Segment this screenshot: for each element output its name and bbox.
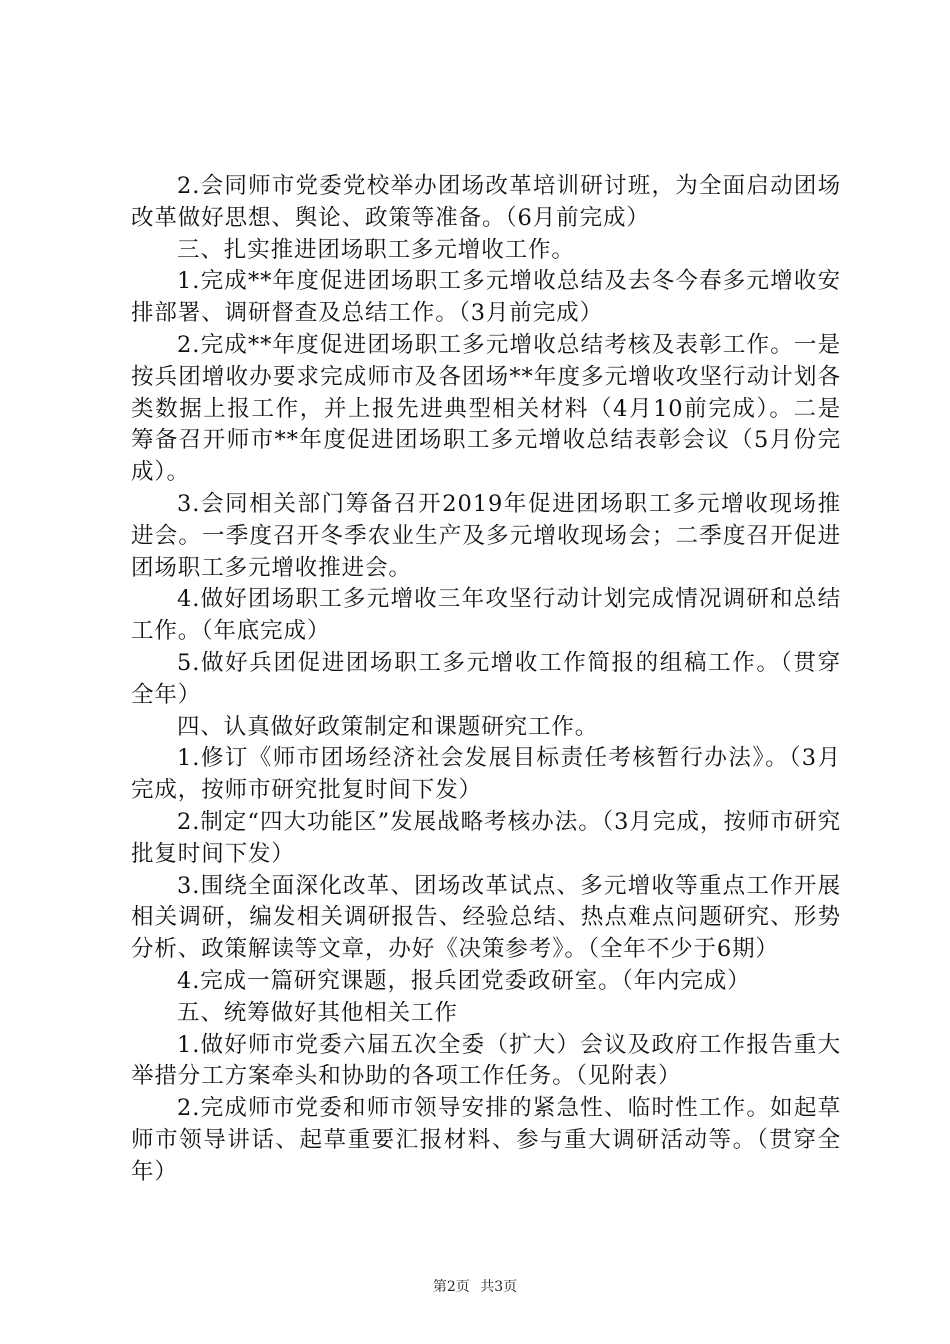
paragraph: 1.完成**年度促进团场职工多元增收总结及去冬今春多元增收安排部署、调研督查及总结工作。（3月前完成） <box>131 268 841 327</box>
paragraph: 5.做好兵团促进团场职工多元增收工作简报的组稿工作。（贯穿全年） <box>131 649 841 708</box>
section-heading: 五、统筹做好其他相关工作 <box>177 999 458 1026</box>
document-body <box>131 171 841 1189</box>
paragraph: 2.会同师市党委党校举办团场改革培训研讨班，为全面启动团场改革做好思想、舆论、政策等准备。（6月前完成） <box>131 173 841 231</box>
paragraph: 3.围绕全面深化改革、团场改革试点、多元增收等重点工作开展相关调研，编发相关调研报告、经验总结、热点难点问题研究、形势分析、政策解读等文章，办好《决策参考》。（全年不少于6期） <box>131 872 841 963</box>
paragraph: 2.完成师市党委和师市领导安排的紧急性、临时性工作。如起草师市领导讲话、起草重要汇报材料、参与重大调研活动等。（贯穿全年） <box>131 1095 841 1185</box>
page-footer <box>0 1278 950 1296</box>
section-heading: 三、扎实推进团场职工多元增收工作。 <box>177 236 575 263</box>
paragraph: 4.做好团场职工多元增收三年攻坚行动计划完成情况调研和总结工作。（年底完成） <box>131 586 841 645</box>
paragraph: 3.会同相关部门筹备召开2019年促进团场职工多元增收现场推进会。一季度召开冬季农业生产及多元增收现场会；二季度召开促进团场职工多元增收推进会。 <box>131 490 841 581</box>
paragraph: 2.完成**年度促进团场职工多元增收总结考核及表彰工作。一是按兵团增收办要求完成师市及各团场**年度多元增收攻坚行动计划各类数据上报工作，并上报先进典型相关材料（4月10前完成）。二是筹备召开师市**年度促进团场职工多元增收总结表彰会议（5月份完成）。 <box>131 331 841 486</box>
paragraph: 1.做好师市党委六届五次全委（扩大）会议及政府工作报告重大举措分工方案牵头和协助的各项工作任务。（见附表） <box>131 1031 841 1090</box>
paragraph: 4.完成一篇研究课题，报兵团党委政研室。（年内完成） <box>177 967 751 994</box>
section-heading: 四、认真做好政策制定和课题研究工作。 <box>177 713 599 740</box>
paragraph: 2.制定“四大功能区”发展战略考核办法。（3月完成，按师市研究批复时间下发） <box>131 808 841 867</box>
page-total: 共3页 <box>480 1279 518 1295</box>
page-number: 第2页 <box>432 1279 470 1295</box>
paragraph: 1.修订《师市团场经济社会发展目标责任考核暂行办法》。（3月完成，按师市研究批复时间下发） <box>131 745 841 804</box>
